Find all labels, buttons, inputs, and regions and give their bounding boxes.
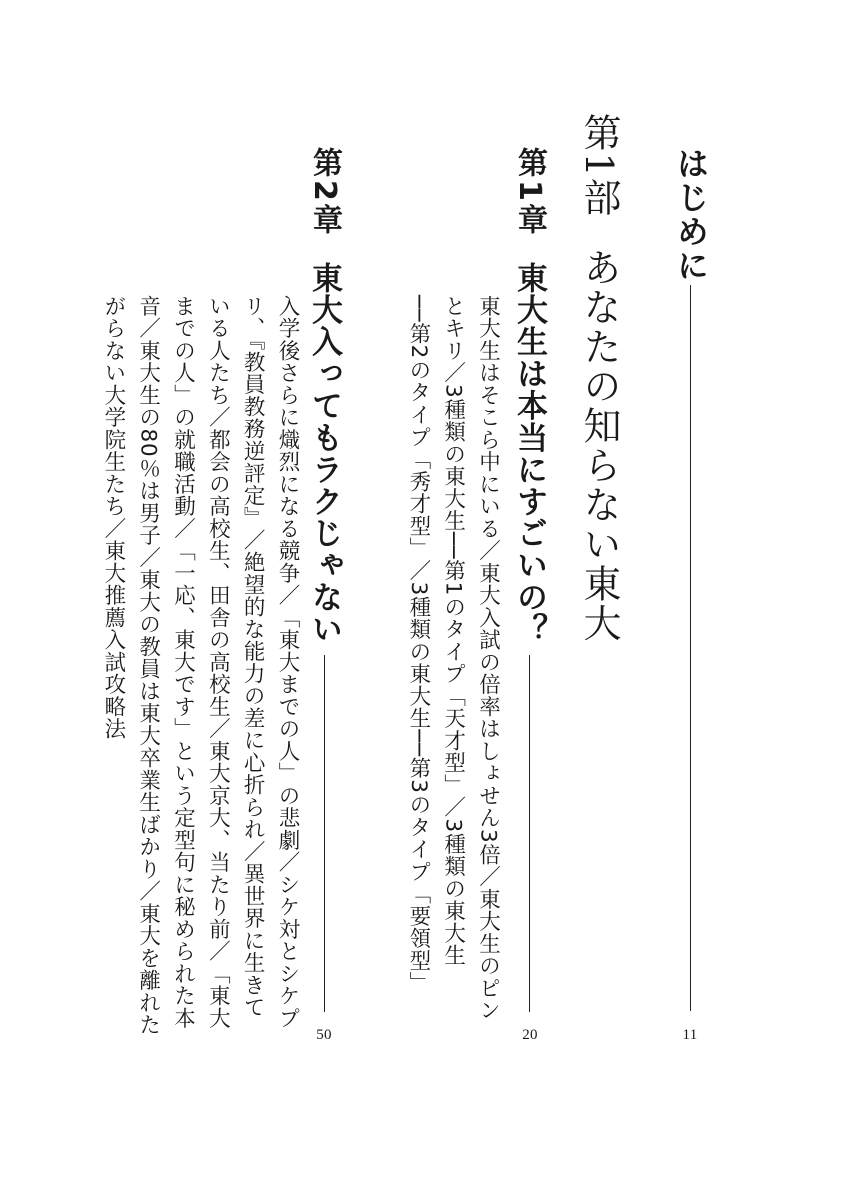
part1-label: 第1部 — [577, 113, 621, 218]
chapter1-label: 第1章 — [512, 147, 547, 237]
summary-line: リ、『教員教務逆評定』／絶望的な能力の差に心折られ／異世界に生きて — [240, 295, 266, 1019]
summary-line: までの人」の就職活動／「一応、東大です」という定型句に秘められた本 — [170, 295, 196, 1030]
intro-title: はじめに — [672, 147, 710, 283]
summary-line: がらない大学院生たち／東大推薦入試攻略法 — [100, 295, 126, 741]
part1-title: あなたの知らない東大 — [577, 248, 621, 644]
summary-line: 東大生はそこら中にいる／東大入試の倍率はしょせん3倍／東大生のピン — [475, 295, 501, 1022]
summary-line: 音／東大生の80％は男子／東大の教員は東大卒業生ばかり／東大を離れた — [135, 295, 161, 1036]
chapter2-leader-line — [324, 655, 325, 1012]
chapter1-leader-line — [529, 655, 530, 1012]
chapter1-title: 東大生は本当にすごいの？ — [511, 262, 547, 646]
chapter2-label: 第2章 — [307, 147, 342, 237]
chapter1-summary — [400, 295, 504, 1022]
chapter2-title: 東大入ってもラクじゃない — [306, 262, 342, 646]
chapter2-summary — [95, 295, 304, 1036]
chapter1-page-number: 20 — [522, 1027, 538, 1043]
summary-line: ──第2のタイプ「秀才型」／3種類の東大生──第3のタイプ「要領型」 — [405, 295, 431, 994]
intro-leader-line — [690, 285, 691, 1011]
chapter2-page-number: 50 — [316, 1027, 332, 1043]
summary-line: 入学後さらに熾烈になる競争／「東大までの人」の悲劇／シケ対とシケプ — [274, 295, 300, 1030]
intro-page-number: 11 — [682, 1027, 698, 1043]
summary-line: いる人たち／都会の高校生、田舎の高校生／東大京大、当たり前／「東大 — [205, 295, 231, 1030]
summary-line: とキリ／3種類の東大生──第1のタイプ「天才型」／3種類の東大生 — [440, 295, 466, 967]
